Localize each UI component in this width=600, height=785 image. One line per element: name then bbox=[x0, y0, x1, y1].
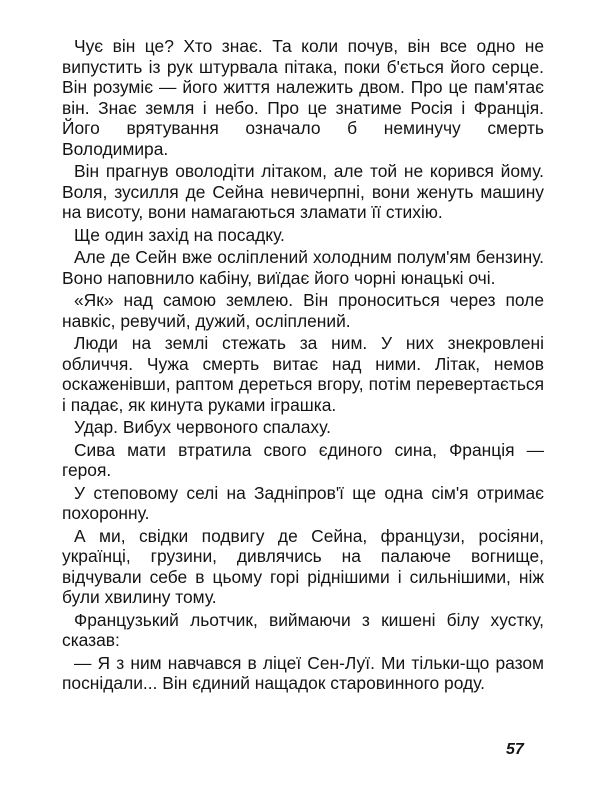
paragraph-2: Він прагнув оволодіти літаком, але той не корився йому. Воля, зусилля де Сейна невичерпні, вони женуть машину на висоту, вони намагаються зламати її стихію. bbox=[62, 161, 544, 222]
paragraph-7: Удар. Вибух червоного спалаху. bbox=[74, 417, 331, 437]
paragraph-4: Але де Сейн вже осліплений холодним полум'ям бензину. Воно наповнило кабіну, виїдає його чорні юнацькі очі. bbox=[62, 247, 544, 288]
paragraph-5: «Як» над самою землею. Він проноситься через поле навкіс, ревучий, дужий, осліплений. bbox=[62, 290, 544, 331]
paragraph-1: Чує він це? Хто знає. Та коли почув, він все одно не випустить із рук штурвала пітака, поки б'ється його серце. Він розуміє — його життя належить двом. Про це пам'ятає він. Знає земля і небо. Про це знатиме Росія і Франція. Його врятування означало б неминучу смерть Володимира. bbox=[62, 36, 544, 159]
page-text bbox=[62, 36, 544, 696]
paragraph-9: У степовому селі на Задніпров'ї ще одна сім'я отримає похоронну. bbox=[62, 482, 544, 523]
paragraph-12: — Я з ним навчався в ліцеї Сен-Луї. Ми тільки-що разом поснідали... Він єдиний нащадок старовинного роду. bbox=[62, 652, 544, 693]
page-number: 57 bbox=[506, 741, 524, 758]
paragraph-11: Французький льотчик, виймаючи з кишені білу хустку, сказав: bbox=[62, 609, 544, 650]
paragraph-8: Сива мати втратила свого єдиного сина, Франція — героя. bbox=[62, 439, 544, 480]
paragraph-6: Люди на землі стежать за ним. У них знекровлені обличчя. Чужа смерть витає над ними. Літак, немов оскаженівши, раптом дереться вгору, потім перевертається і падає, як кинута руками іграшка. bbox=[62, 333, 544, 415]
paragraph-10: А ми, свідки подвигу де Сейна, французи, росіяни, українці, грузини, дивлячись на палаюче вогнище, відчували себе в цьому горі ріднішими і сильнішими, ніж були хвилину тому. bbox=[62, 525, 544, 607]
paragraph-3: Ще один захід на посадку. bbox=[74, 224, 285, 245]
